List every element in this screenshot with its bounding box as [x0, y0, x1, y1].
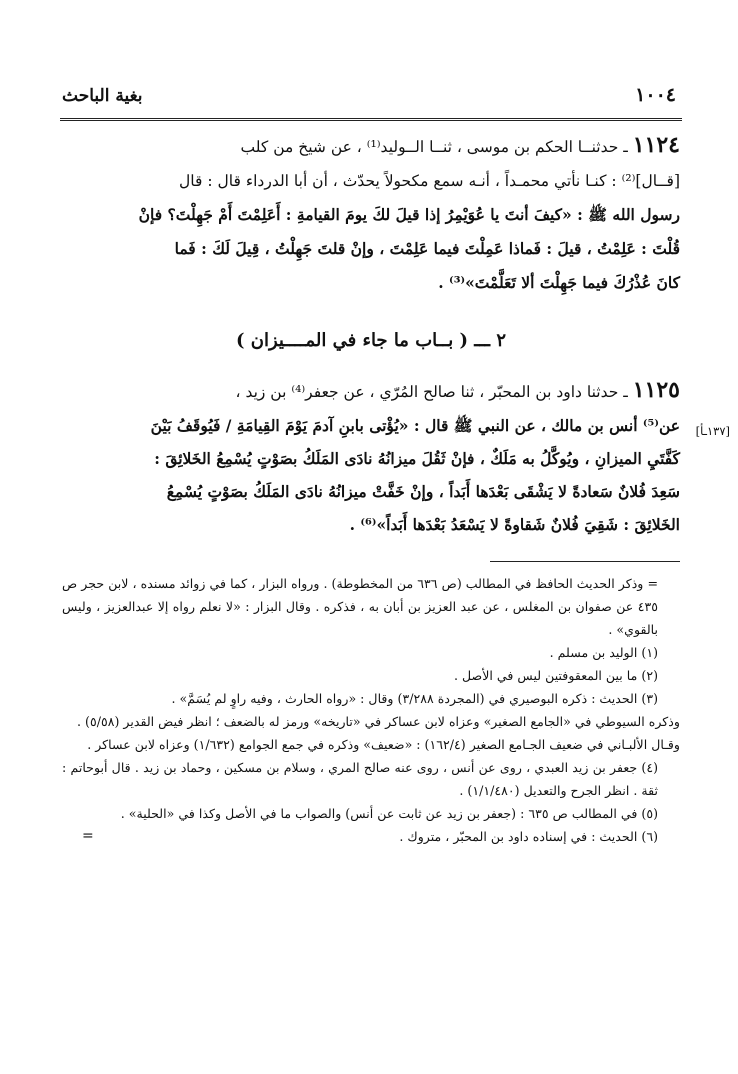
hadith-text: ـ حدثنــا الحكم بن موسى ، ثنــا الــوليد⁽¹⁾ ، عن شيخ من كلب [240, 138, 628, 156]
footnote-6-text: (٦) الحديث : في إسناده داود بن المحبّر ، متروك . [399, 829, 658, 844]
footnote-separator [490, 561, 680, 562]
footnote-2: (٢) ما بين المعقوفتين ليس في الأصل . [453, 668, 658, 683]
hadith-line: رسول الله ﷺ : «كيفَ أنتَ يا عُوَيْمِرُ إذا قيلَ لكَ يومَ القيامةِ : أَعَلِمْتَ أَمْ جَهِلْتَ؟ فإنْ [138, 205, 680, 224]
footnote-1: (١) الوليد بن مسلم . [549, 645, 658, 660]
page-number: ١٠٠٤ [635, 84, 676, 106]
footnote-4: (٤) جعفر بن زيد العبدي ، روى عن أنس ، روى عنه صالح المري ، وسلام بن مسكين ، وحماد بن زيد . قال أبوحاتم : ثقة . انظر الجرح والتعديل (١/١/٤٨٠) . [62, 760, 658, 798]
hadith-line [62, 128, 680, 164]
hadith-number: ١١٢٥ [632, 377, 680, 403]
chapter-heading: ٢ ـــ ( بــاب ما جاء في المــــيزان ) [235, 330, 507, 351]
hadith-text: ـ حدثنا داود بن المحبّر ، ثنا صالح المُرّي ، عن جعفر⁽⁴⁾ بن زيد ، [235, 383, 628, 401]
continuation-mark: = [82, 828, 94, 844]
hadith-line: سَعِدَ فُلانٌ سَعادةً لا يَشْقَى بَعْدَها أَبَداً ، وإنْ خَفَّتْ ميزانُهُ نادَى المَلَكُ بصَوْتٍ يُسْمِعُ [166, 482, 680, 501]
hadith-line: كانَ عُذْرُكَ فيما جَهِلْتَ ألا تَعَلَّمْتَ»⁽³⁾ . [438, 273, 680, 292]
hadith-1124 [62, 128, 680, 300]
footnote-3: (٣) الحديث : ذكره البوصيري في (المجردة ٣/٢٨٨) وقال : «رواه الحارث ، وفيه راوٍ لم يُسَمَّ» . [171, 691, 658, 706]
running-title: بغية الباحث [62, 86, 143, 106]
manuscript-folio-ref: [١٣٧ـأ] [695, 424, 730, 438]
footnote-6 [62, 825, 680, 848]
hadith-line: الخَلائِقَ : شَقِيَ فُلانٌ شَقاوةً لا يَسْعَدُ بَعْدَها أَبَداً»⁽⁶⁾ . [349, 515, 680, 534]
hadith-line: قُلْتَ : عَلِمْتُ ، قيلَ : فَماذا عَمِلْتَ فيما عَلِمْتَ ، وإنْ قلتَ جَهِلْتُ ، قِيلَ لَكَ : فَما [174, 239, 680, 258]
footnote-continuation: = وذكر الحديث الحافظ في المطالب (ص ٦٣٦ من المخطوطة) . ورواه البزار ، كما في زوائد مسنده ، لابن حجر ص ٤٣٥ عن صفوان بن المغلس ، عن عبد العزيز بن أبان به ، فذكره . وقال البزار : «لا نعلم رواه إلا عبدالعزيز ، وليس بالقوي» . [62, 576, 658, 637]
hadith-line: كَفَّتَيِ الميزانِ ، ويُوكَّلُ به مَلَكٌ ، فإنْ ثَقُلَ ميزانُهُ نادَى المَلَكُ بصَوْتٍ يُسْمِعُ الخَلائِقَ : [154, 449, 680, 468]
footnotes [62, 572, 680, 848]
footnote-3-continued: وذكره السيوطي في «الجامع الصغير» وعزاه لابن عساكر في «تاريخه» ورمز له بالضعف ؛ انظر فيض القدير (٥/٥٨) . [77, 714, 680, 729]
header-rule [60, 118, 682, 121]
hadith-line: عن⁽⁵⁾ أنس بن مالك ، عن النبي ﷺ قال : «يُؤْتى بابنِ آدمَ يَوْمَ القِيامَةِ / فَيُوقَفُ بَيْنَ [150, 416, 680, 435]
hadith-number: ١١٢٤ [632, 132, 680, 158]
footnote-5: (٥) في المطالب ص ٦٣٥ : (جعفر بن زيد عن ثابت عن أنس) والصواب ما في الأصل وكذا في «الحلية» . [120, 806, 658, 821]
footnote-3-albani: وقـال الألبـاني في ضعيف الجـامع الصغير (١٦٢/٤) : «ضعيف» وذكره في جمع الجوامع (١/٦٣٢) وعزاه لابن عساكر . [87, 737, 680, 752]
hadith-1125 [62, 374, 680, 541]
hadith-line: [قــال]⁽²⁾ : كنـا نأتي محمـداً ، أنـه سمع مكحولاً يحدّث ، أن أبا الدرداء قال : قال [179, 172, 680, 190]
hadith-line [62, 374, 680, 409]
